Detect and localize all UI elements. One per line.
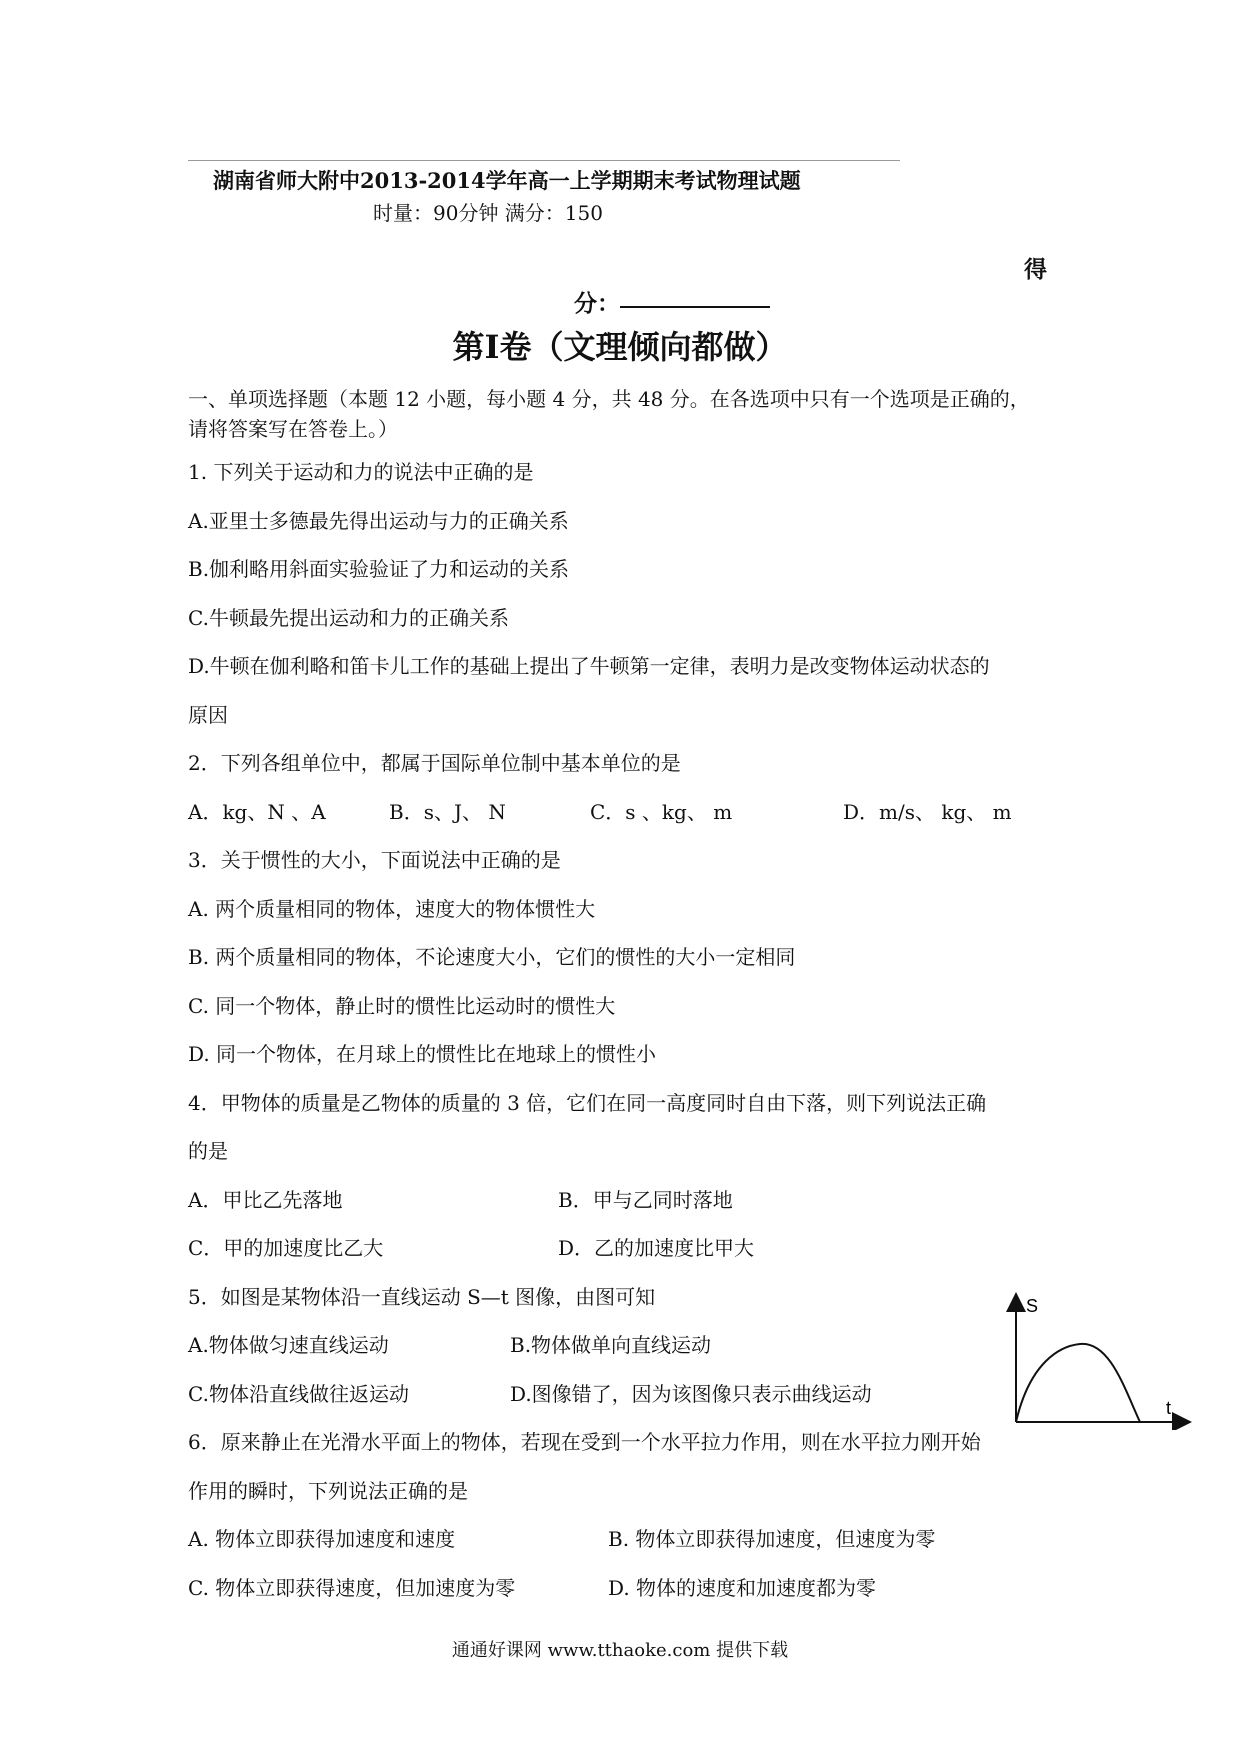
q1-stem: 1. 下列关于运动和力的说法中正确的是: [188, 460, 534, 484]
q5-option-d: D.图像错了，因为该图像只表示曲线运动: [510, 1382, 872, 1406]
q5-st-graph: [1000, 1290, 1200, 1430]
q6-option-a: A. 物体立即获得加速度和速度: [188, 1527, 456, 1551]
q2-options: [188, 796, 1048, 824]
q6-stem-line1: 6．原来静止在光滑水平面上的物体，若现在受到一个水平拉力作用，则在水平拉力刚开始: [188, 1430, 981, 1454]
q1-option-d: D.牛顿在伽利略和笛卡儿工作的基础上提出了牛顿第一定律，表明力是改变物体运动状态的: [188, 654, 990, 678]
q5-graph-x-label: t: [1166, 1398, 1172, 1418]
exam-title: 湖南省师大附中2013-2014学年高一上学期期末考试物理试题: [213, 168, 801, 193]
q4-option-c: C．甲的加速度比乙大: [188, 1236, 384, 1260]
q5-graph-curve: [1016, 1344, 1140, 1422]
q6-stem-line2: 作用的瞬时，下列说法正确的是: [188, 1479, 468, 1503]
q1-option-c: C.牛顿最先提出运动和力的正确关系: [188, 606, 509, 630]
q6-option-c: C. 物体立即获得速度，但加速度为零: [188, 1576, 516, 1600]
q3-option-c: C. 同一个物体，静止时的惯性比运动时的惯性大: [188, 994, 616, 1018]
q6-option-b: B. 物体立即获得加速度，但速度为零: [608, 1527, 936, 1551]
q2-option-b: B．s、J、 N: [389, 800, 506, 824]
q5-options-row1: [188, 1329, 888, 1357]
q5-graph-y-label: S: [1026, 1296, 1039, 1316]
q6-options-row1: [188, 1523, 988, 1551]
q2-stem: 2．下列各组单位中，都属于国际单位制中基本单位的是: [188, 751, 681, 775]
q2-option-c: C．s 、kg、 m: [590, 800, 733, 824]
score-label-part1: 得: [1024, 256, 1047, 283]
q5-options-row2: [188, 1378, 928, 1406]
q6-options-row2: [188, 1572, 988, 1600]
q1-option-a: A.亚里士多德最先得出运动与力的正确关系: [188, 509, 569, 533]
q3-stem: 3．关于惯性的大小，下面说法中正确的是: [188, 848, 561, 872]
q4-stem-line2: 的是: [188, 1139, 228, 1163]
q5-option-b: B.物体做单向直线运动: [510, 1333, 712, 1357]
part1-instructions-line1: 一、单项选择题（本题 12 小题，每小题 4 分，共 48 分。在各选项中只有一个选项是正确的，: [188, 387, 1030, 411]
exam-time-info: 时量：90分钟 满分：150: [373, 201, 603, 225]
q5-option-c: C.物体沿直线做往返运动: [188, 1382, 409, 1406]
q1-option-d-cont: 原因: [188, 703, 228, 727]
q4-options-row1: [188, 1184, 888, 1212]
q5-stem: 5．如图是某物体沿一直线运动 S—t 图像，由图可知: [188, 1285, 656, 1309]
q3-option-a: A. 两个质量相同的物体，速度大的物体惯性大: [188, 897, 596, 921]
q1-option-b: B.伽利略用斜面实验验证了力和运动的关系: [188, 557, 570, 581]
q3-option-d: D. 同一个物体，在月球上的惯性比在地球上的惯性小: [188, 1042, 657, 1066]
score-label-part2: 分：: [574, 290, 620, 317]
section-title: 第Ⅰ卷（文理倾向都做）: [452, 328, 788, 366]
q2-option-a: A．kg、N 、A: [188, 800, 326, 824]
q4-option-d: D．乙的加速度比甲大: [558, 1236, 755, 1260]
page-footer: 通通好课网 www.tthaoke.com 提供下载: [451, 1640, 789, 1661]
header-rule: [188, 160, 900, 161]
q4-option-b: B．甲与乙同时落地: [558, 1188, 733, 1212]
q4-options-row2: [188, 1232, 888, 1260]
score-blank: [620, 306, 770, 308]
q4-stem-line1: 4．甲物体的质量是乙物体的质量的 3 倍，它们在同一高度同时自由下落，则下列说法正确: [188, 1091, 987, 1115]
q4-option-a: A．甲比乙先落地: [188, 1188, 343, 1212]
q3-option-b: B. 两个质量相同的物体，不论速度大小，它们的惯性的大小一定相同: [188, 945, 796, 969]
q5-option-a: A.物体做匀速直线运动: [188, 1333, 389, 1357]
q2-option-d: D．m/s、 kg、 m: [843, 800, 1012, 824]
q6-option-d: D. 物体的速度和加速度都为零: [608, 1576, 877, 1600]
part1-instructions-line2: 请将答案写在答卷上。）: [188, 417, 398, 441]
